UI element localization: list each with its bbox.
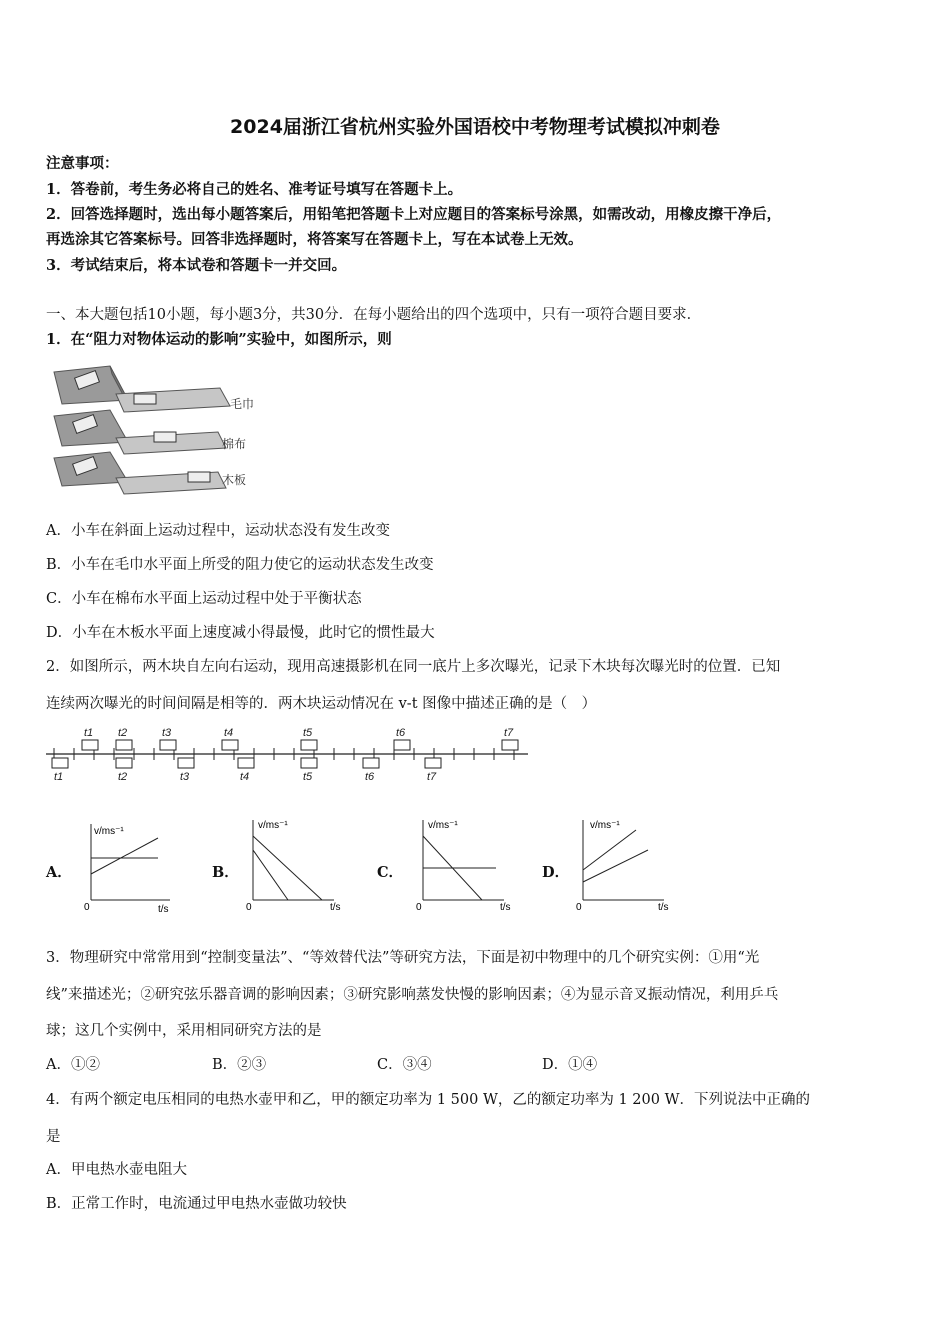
q4-option-a: A．甲电热水壶电阻大 xyxy=(46,1162,187,1178)
q1-stem: 1．在“阻力对物体运动的影响”实验中，如图所示，则 xyxy=(46,331,392,348)
bottom-block xyxy=(425,758,441,768)
bottom-block xyxy=(363,758,379,768)
graph-line xyxy=(91,838,158,874)
top-block xyxy=(160,740,176,750)
bottom-label: t3 xyxy=(180,771,190,783)
top-block xyxy=(82,740,98,750)
bottom-label: t5 xyxy=(303,771,313,783)
ramp-cotton xyxy=(54,410,226,454)
q4-stem-2: 是 xyxy=(46,1129,61,1145)
graph-origin: 0 xyxy=(246,902,252,913)
graph-line xyxy=(253,836,322,900)
top-label: t6 xyxy=(396,727,406,739)
ramp-label: 棉布 xyxy=(222,437,247,451)
top-block xyxy=(301,740,317,750)
q3-stem-3: 球；这几个实例中，采用相同研究方法的是 xyxy=(46,1023,322,1039)
q3-option-a: A．①② xyxy=(46,1057,100,1073)
bottom-block xyxy=(52,758,68,768)
top-label: t4 xyxy=(224,727,234,739)
q2-exposure-figure xyxy=(44,722,534,784)
graph-xlabel: t/s xyxy=(158,904,169,915)
q2-graph-label-d: D． xyxy=(542,864,570,881)
q4-stem-1: 4．有两个额定电压相同的电热水壶甲和乙，甲的额定功率为 1 500 W，乙的额定功率为 1 200 W．下列说法中正确的 xyxy=(46,1092,810,1108)
q1-option-d: D．小车在木板水平面上速度减小得最慢，此时它的惯性最大 xyxy=(46,625,435,641)
q1-option-c: C．小车在棉布水平面上运动过程中处于平衡状态 xyxy=(46,591,362,607)
q2-graph-label-a: A． xyxy=(46,864,72,881)
bottom-block xyxy=(238,758,254,768)
q1-option-a: A．小车在斜面上运动过程中，运动状态没有发生改变 xyxy=(46,523,390,539)
top-label: t5 xyxy=(303,727,313,739)
ramp-board xyxy=(54,452,226,494)
ramp-label: 木板 xyxy=(222,473,247,487)
q2-graph-c xyxy=(412,812,522,916)
bottom-block xyxy=(301,758,317,768)
q1-ramps-figure xyxy=(50,360,270,500)
q4-option-b: B．正常工作时，电流通过甲电热水壶做功较快 xyxy=(46,1196,347,1212)
graph-ylabel: v/ms⁻¹ xyxy=(590,820,620,831)
top-label: t3 xyxy=(162,727,172,739)
q2-graph-a xyxy=(80,816,180,916)
q1-option-b: B．小车在毛巾水平面上所受的阻力使它的运动状态发生改变 xyxy=(46,557,434,573)
bottom-label: t2 xyxy=(118,771,128,783)
bottom-label: t7 xyxy=(427,771,437,783)
bottom-label: t6 xyxy=(365,771,375,783)
top-block xyxy=(116,740,132,750)
page-title: 2024届浙江省杭州实验外国语校中考物理考试模拟冲刺卷 xyxy=(230,116,720,138)
top-block xyxy=(502,740,518,750)
top-block xyxy=(394,740,410,750)
top-label: t2 xyxy=(118,727,128,739)
q3-stem-2: 线”来描述光；②研究弦乐器音调的影响因素；③研究影响蒸发快慢的影响因素；④为显示音叉振动情况，利用乒乓 xyxy=(46,987,779,1003)
ramp-towel xyxy=(54,366,230,412)
graph-xlabel: t/s xyxy=(500,902,511,913)
graph-origin: 0 xyxy=(416,902,422,913)
top-block xyxy=(222,740,238,750)
q2-graph-b xyxy=(242,812,352,916)
ramp-label: 毛巾 xyxy=(230,397,255,411)
graph-ylabel: v/ms⁻¹ xyxy=(428,820,458,831)
q2-graph-label-b: B． xyxy=(212,864,239,881)
bottom-label: t1 xyxy=(54,771,64,783)
graph-origin: 0 xyxy=(84,902,90,913)
notice-item: 2．回答选择题时，选出每小题答案后，用铅笔把答题卡上对应题目的答案标号涂黑，如需改动，用橡皮擦干净后， xyxy=(46,206,782,223)
graph-origin: 0 xyxy=(576,902,582,913)
q2-stem-2: 连续两次曝光的时间间隔是相等的．两木块运动情况在 v-t 图像中描述正确的是（ ） xyxy=(46,696,597,712)
bottom-block xyxy=(116,758,132,768)
notice-item: 再选涂其它答案标号。回答非选择题时，将答案写在答题卡上，写在本试卷上无效。 xyxy=(46,231,583,248)
q2-graph-d xyxy=(572,812,682,916)
q3-stem-1: 3．物理研究中常常用到“控制变量法”、“等效替代法”等研究方法，下面是初中物理中的几个研究实例：①用“光 xyxy=(46,950,760,966)
notice-item: 1．答卷前，考生务必将自己的姓名、准考证号填写在答题卡上。 xyxy=(46,181,463,198)
graph-line xyxy=(583,830,636,870)
q2-graph-label-c: C． xyxy=(377,864,404,881)
graph-xlabel: t/s xyxy=(658,902,669,913)
graph-line xyxy=(583,850,648,882)
q3-option-d: D．①④ xyxy=(542,1057,598,1073)
notice-item: 3．考试结束后，将本试卷和答题卡一并交回。 xyxy=(46,257,347,274)
top-label: t1 xyxy=(84,727,94,739)
section-heading: 一、本大题包括10小题，每小题3分，共30分．在每小题给出的四个选项中，只有一项符合题目要求． xyxy=(46,307,702,323)
q3-option-b: B．②③ xyxy=(212,1057,267,1073)
bottom-block xyxy=(178,758,194,768)
graph-ylabel: v/ms⁻¹ xyxy=(258,820,288,831)
graph-line xyxy=(253,850,288,900)
bottom-label: t4 xyxy=(240,771,250,783)
q3-option-c: C．③④ xyxy=(377,1057,432,1073)
graph-ylabel: v/ms⁻¹ xyxy=(94,826,124,837)
top-label: t7 xyxy=(504,727,514,739)
notice-heading: 注意事项： xyxy=(46,155,119,172)
graph-xlabel: t/s xyxy=(330,902,341,913)
q2-stem-1: 2．如图所示，两木块自左向右运动，现用高速摄影机在同一底片上多次曝光，记录下木块每次曝光时的位置．已知 xyxy=(46,659,781,675)
